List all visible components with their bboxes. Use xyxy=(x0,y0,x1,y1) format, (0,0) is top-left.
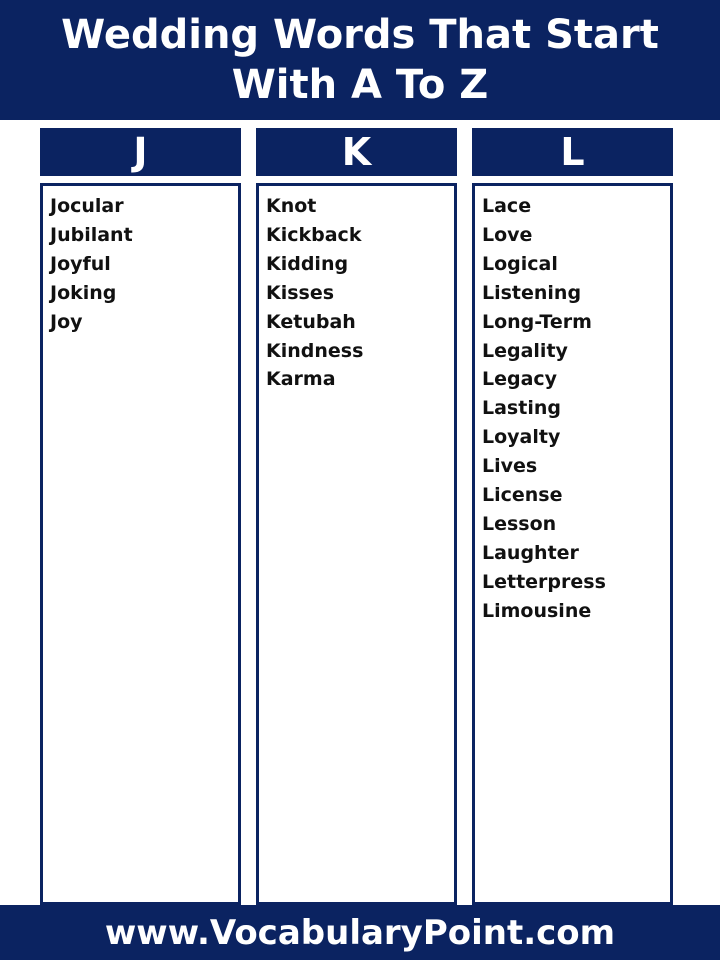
word-column-k xyxy=(256,183,457,905)
word-item: Jocular xyxy=(50,195,124,217)
word-item: Kidding xyxy=(266,252,349,275)
word-list-l xyxy=(482,192,670,626)
word-item: Love xyxy=(482,223,533,246)
word-item: Jubilant xyxy=(50,223,133,246)
word-column-j xyxy=(40,183,241,905)
word-item: Ketubah xyxy=(266,310,356,333)
word-list-k xyxy=(266,192,454,394)
word-item: Lasting xyxy=(482,397,561,420)
word-item: Laughter xyxy=(482,541,579,564)
word-item: Logical xyxy=(482,252,558,275)
word-item: License xyxy=(482,484,563,507)
word-item: Kisses xyxy=(266,281,335,304)
word-list-j xyxy=(50,192,238,337)
word-item: Joyful xyxy=(50,252,111,275)
page-title xyxy=(20,10,700,110)
word-item: Limousine xyxy=(482,599,592,622)
word-item: Karma xyxy=(266,368,336,391)
word-item: Knot xyxy=(266,195,317,217)
word-item: Joy xyxy=(50,310,83,333)
word-item: Joking xyxy=(50,281,117,304)
column-header-k: K xyxy=(256,128,457,176)
word-item: Lace xyxy=(482,195,532,217)
word-item: Listening xyxy=(482,281,582,304)
word-item: Long-Term xyxy=(482,310,592,333)
word-item: Legacy xyxy=(482,368,558,391)
word-item: Lesson xyxy=(482,512,557,535)
page-title-line-1: Wedding Words That Start xyxy=(61,12,659,58)
word-item: Kindness xyxy=(266,339,364,362)
word-column-l xyxy=(472,183,673,905)
column-header-l: L xyxy=(472,128,673,176)
page-header xyxy=(0,0,720,120)
word-item: Legality xyxy=(482,339,568,362)
word-item: Kickback xyxy=(266,223,362,246)
word-item: Letterpress xyxy=(482,570,606,593)
page-footer xyxy=(0,905,720,960)
word-item: Lives xyxy=(482,455,538,478)
website-url: www.VocabularyPoint.com xyxy=(104,912,616,953)
page-title-line-2: With A To Z xyxy=(231,62,489,108)
column-header-j: J xyxy=(40,128,241,176)
word-item: Loyalty xyxy=(482,426,561,449)
